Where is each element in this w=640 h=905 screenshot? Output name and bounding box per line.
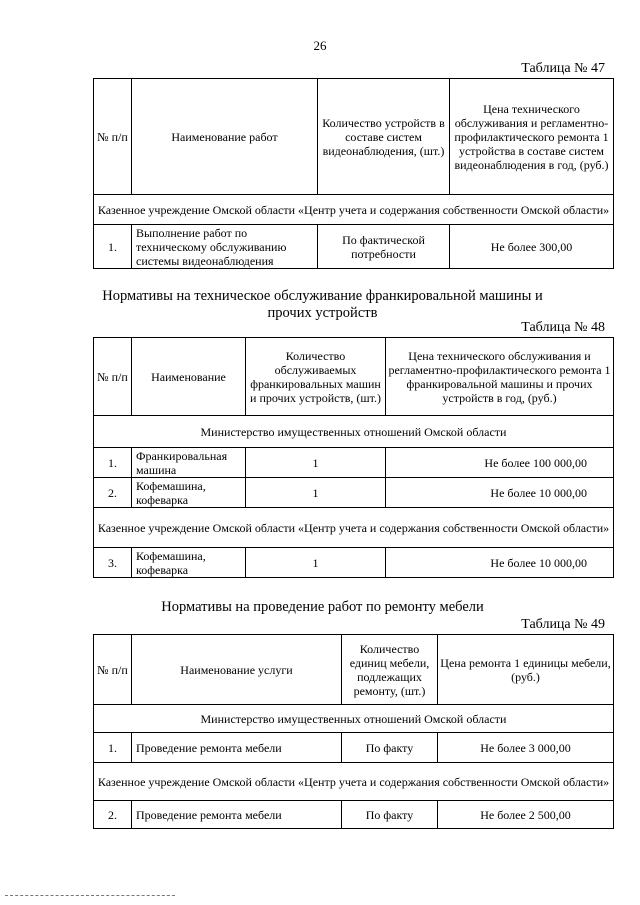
row-quantity: По факту <box>342 733 438 763</box>
header-cell: Количество обслуживаемых франкировальных машин и прочих устройств, (шт.) <box>246 338 386 416</box>
table-header-row <box>94 635 614 705</box>
header-cell: № п/п <box>94 635 132 705</box>
table-47 <box>93 78 614 269</box>
header-cell: № п/п <box>94 338 132 416</box>
row-number: 1. <box>94 733 132 763</box>
header-cell: Наименование услуги <box>132 635 342 705</box>
row-number: 2. <box>94 478 132 508</box>
row-price: Не более 3 000,00 <box>438 733 614 763</box>
table-48-caption: Таблица № 48 <box>521 320 605 335</box>
row-number: 1. <box>94 448 132 478</box>
row-quantity: 1 <box>246 478 386 508</box>
header-cell: Количество устройств в составе систем видеонаблюдения, (шт.) <box>318 79 450 195</box>
table-49-heading: Нормативы на проведение работ по ремонту мебели <box>161 599 484 615</box>
table-48 <box>93 337 614 578</box>
table-row <box>94 548 614 578</box>
row-name: Кофемашина, кофеварка <box>132 478 246 508</box>
section-cell: Министерство имущественных отношений Омской области <box>94 705 614 733</box>
row-name: Кофемашина, кофеварка <box>132 548 246 578</box>
header-cell: Наименование <box>132 338 246 416</box>
table-49 <box>93 634 614 829</box>
footer-divider <box>5 895 175 896</box>
row-price: Не более 100 000,00 <box>386 448 614 478</box>
row-quantity: По фактической потребности <box>318 225 450 269</box>
row-number: 3. <box>94 548 132 578</box>
row-name: Проведение ремонта мебели <box>132 801 342 829</box>
row-quantity: 1 <box>246 448 386 478</box>
row-name: Франкировальная машина <box>132 448 246 478</box>
table-header-row <box>94 338 614 416</box>
header-cell: Цена технического обслуживания и регламентно-профилактического ремонта 1 устройства в составе систем видеонаблюдения в год, (руб.) <box>450 79 614 195</box>
row-name: Выполнение работ по техническому обслуживанию системы видеонаблюдения <box>132 225 318 269</box>
section-row <box>94 508 614 548</box>
table-49-caption: Таблица № 49 <box>521 617 605 632</box>
section-cell: Казенное учреждение Омской области «Центр учета и содержания собственности Омской области» <box>94 508 614 548</box>
table-row <box>94 448 614 478</box>
section-row <box>94 195 614 225</box>
row-price: Не более 10 000,00 <box>386 548 614 578</box>
row-quantity: 1 <box>246 548 386 578</box>
section-row <box>94 763 614 801</box>
section-row <box>94 416 614 448</box>
section-cell: Казенное учреждение Омской области «Центр учета и содержания собственности Омской области» <box>94 763 614 801</box>
table-row <box>94 478 614 508</box>
header-cell: Наименование работ <box>132 79 318 195</box>
header-cell: Цена ремонта 1 единицы мебели, (руб.) <box>438 635 614 705</box>
row-quantity: По факту <box>342 801 438 829</box>
table-header-row <box>94 79 614 195</box>
row-number: 1. <box>94 225 132 269</box>
row-name: Проведение ремонта мебели <box>132 733 342 763</box>
row-number: 2. <box>94 801 132 829</box>
page-number: 26 <box>313 38 327 53</box>
row-price: Не более 300,00 <box>450 225 614 269</box>
section-cell: Министерство имущественных отношений Омской области <box>94 416 614 448</box>
header-cell: Количество единиц мебели, подлежащих ремонту, (шт.) <box>342 635 438 705</box>
header-cell: № п/п <box>94 79 132 195</box>
table-row <box>94 733 614 763</box>
section-cell: Казенное учреждение Омской области «Центр учета и содержания собственности Омской области» <box>94 195 614 225</box>
table-row <box>94 801 614 829</box>
section-row <box>94 705 614 733</box>
table-row <box>94 225 614 269</box>
header-cell: Цена технического обслуживания и регламентно-профилактического ремонта 1 франкировальной машины и прочих устройств в год, (руб.) <box>386 338 614 416</box>
table-47-caption: Таблица № 47 <box>521 61 605 76</box>
row-price: Не более 2 500,00 <box>438 801 614 829</box>
table-48-heading: Нормативы на техническое обслуживание франкировальной машины и прочих устройств <box>102 288 543 321</box>
row-price: Не более 10 000,00 <box>386 478 614 508</box>
